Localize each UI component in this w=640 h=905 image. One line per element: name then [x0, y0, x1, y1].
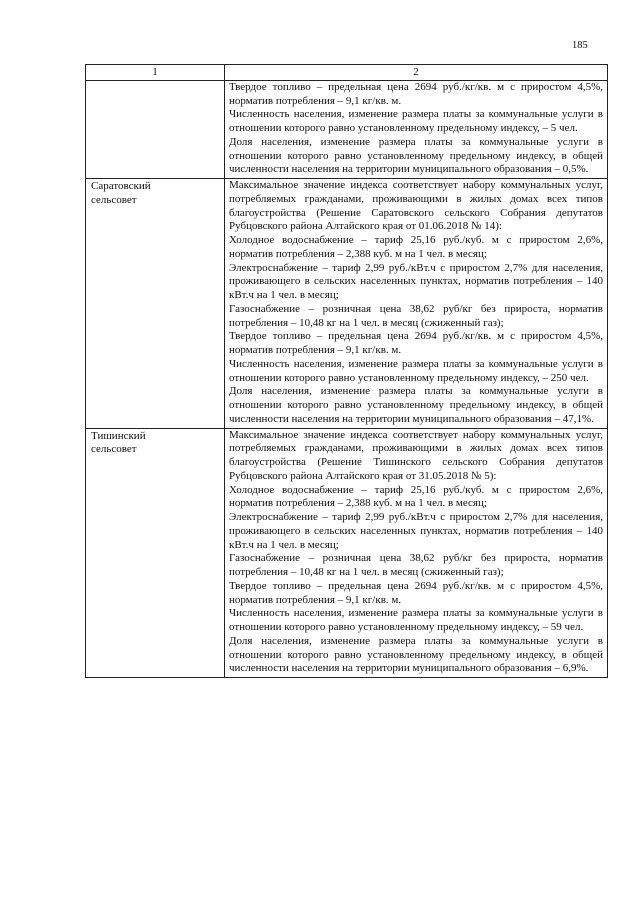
paragraph: Твердое топливо – предельная цена 2694 руб./кг/кв. м с приростом 4,5%, норматив потребления – 9,1 кг/кв. м. [229, 579, 603, 606]
table-row [86, 80, 608, 178]
paragraph: Доля населения, изменение размера платы за коммунальные услуги в отношении которого равно установленному предельному индексу, в общей численности населения на территории муниципального образования – 47,1%. [229, 385, 603, 425]
region-cell [86, 179, 225, 429]
page-number: 185 [572, 40, 588, 51]
region-cell [86, 428, 225, 678]
content-cell [225, 428, 608, 678]
region-name-line: Саратовский [91, 180, 151, 192]
paragraph: Твердое топливо – предельная цена 2694 руб./кг/кв. м с приростом 4,5%, норматив потребления – 9,1 кг/кв. м. [229, 330, 603, 356]
table-row [86, 428, 608, 678]
table-row [86, 179, 608, 429]
paragraph: Численность населения, изменение размера платы за коммунальные услуги в отношении которого равно установленному предельному индексу, – 250 чел. [229, 357, 603, 384]
paragraph: Электроснабжение – тариф 2,99 руб./кВт.ч с приростом 2,7% для населения, проживающего в сельских населенных пунктах, норматив потребления – 140 кВт.ч на 1 чел. в месяц; [229, 261, 603, 301]
paragraph: Максимальное значение индекса соответствует набору коммунальных услуг, потребляемых гражданами, проживающими в жилых домах всех типов благоустройства (Решение Тишинского сельского Собрания депутатов Рубцовского района Алтайского края от 31.05.2018 № 5): [229, 428, 603, 482]
paragraph: Численность населения, изменение размера платы за коммунальные услуги в отношении которого равно установленному предельному индексу, – 59 чел. [229, 607, 603, 633]
region-name-line: сельсовет [91, 443, 137, 456]
content-cell [225, 179, 608, 429]
paragraph: Максимальное значение индекса соответствует набору коммунальных услуг, потребляемых гражданами, проживающими в жилых домах всех типов благоустройства (Решение Саратовского сельского Собрания депутатов Рубцовского района Алтайского края от 01.06.2018 № 14): [229, 179, 603, 233]
content-cell [225, 80, 608, 178]
tariff-table [85, 64, 608, 678]
region-name-line: Тишинский [91, 429, 146, 442]
paragraph: Газоснабжение – розничная цена 38,62 руб/кг без прироста, норматив потребления – 10,48 кг на 1 чел. в месяц (сжиженный газ); [229, 552, 603, 578]
paragraph: Доля населения, изменение размера платы за коммунальные услуги в отношении которого равно установленному предельному индексу, в общей численности населения на территории муниципального образования – 6,9%. [229, 634, 603, 675]
column-header-1: 1 [86, 65, 225, 81]
paragraph: Холодное водоснабжение – тариф 25,16 руб./куб. м с приростом 2,6%, норматив потребления – 2,388 куб. м на 1 чел. в месяц; [229, 483, 603, 510]
paragraph: Электроснабжение – тариф 2,99 руб./кВт.ч с приростом 2,7% для населения, проживающего в сельских населенных пунктах, норматив потребления – 140 кВт.ч на 1 чел. в месяц; [229, 511, 603, 551]
paragraph: Твердое топливо – предельная цена 2694 руб./кг/кв. м с приростом 4,5%, норматив потребления – 9,1 кг/кв. м. [229, 80, 603, 107]
column-header-2: 2 [225, 65, 608, 81]
table-header-row [86, 65, 608, 81]
region-name-line: сельсовет [91, 193, 137, 206]
region-cell [86, 80, 225, 178]
paragraph: Доля населения, изменение размера платы за коммунальные услуги в отношении которого равно установленному предельному индексу, в общей численности населения на территории муниципального образования – 0,5%. [229, 135, 603, 176]
paragraph: Холодное водоснабжение – тариф 25,16 руб./куб. м с приростом 2,6%, норматив потребления – 2,388 куб. м на 1 чел. в месяц; [229, 234, 603, 260]
paragraph: Газоснабжение – розничная цена 38,62 руб/кг без прироста, норматив потребления – 10,48 кг на 1 чел. в месяц (сжиженный газ); [229, 302, 603, 329]
paragraph: Численность населения, изменение размера платы за коммунальные услуги в отношении которого равно установленному предельному индексу, – 5 чел. [229, 108, 603, 134]
